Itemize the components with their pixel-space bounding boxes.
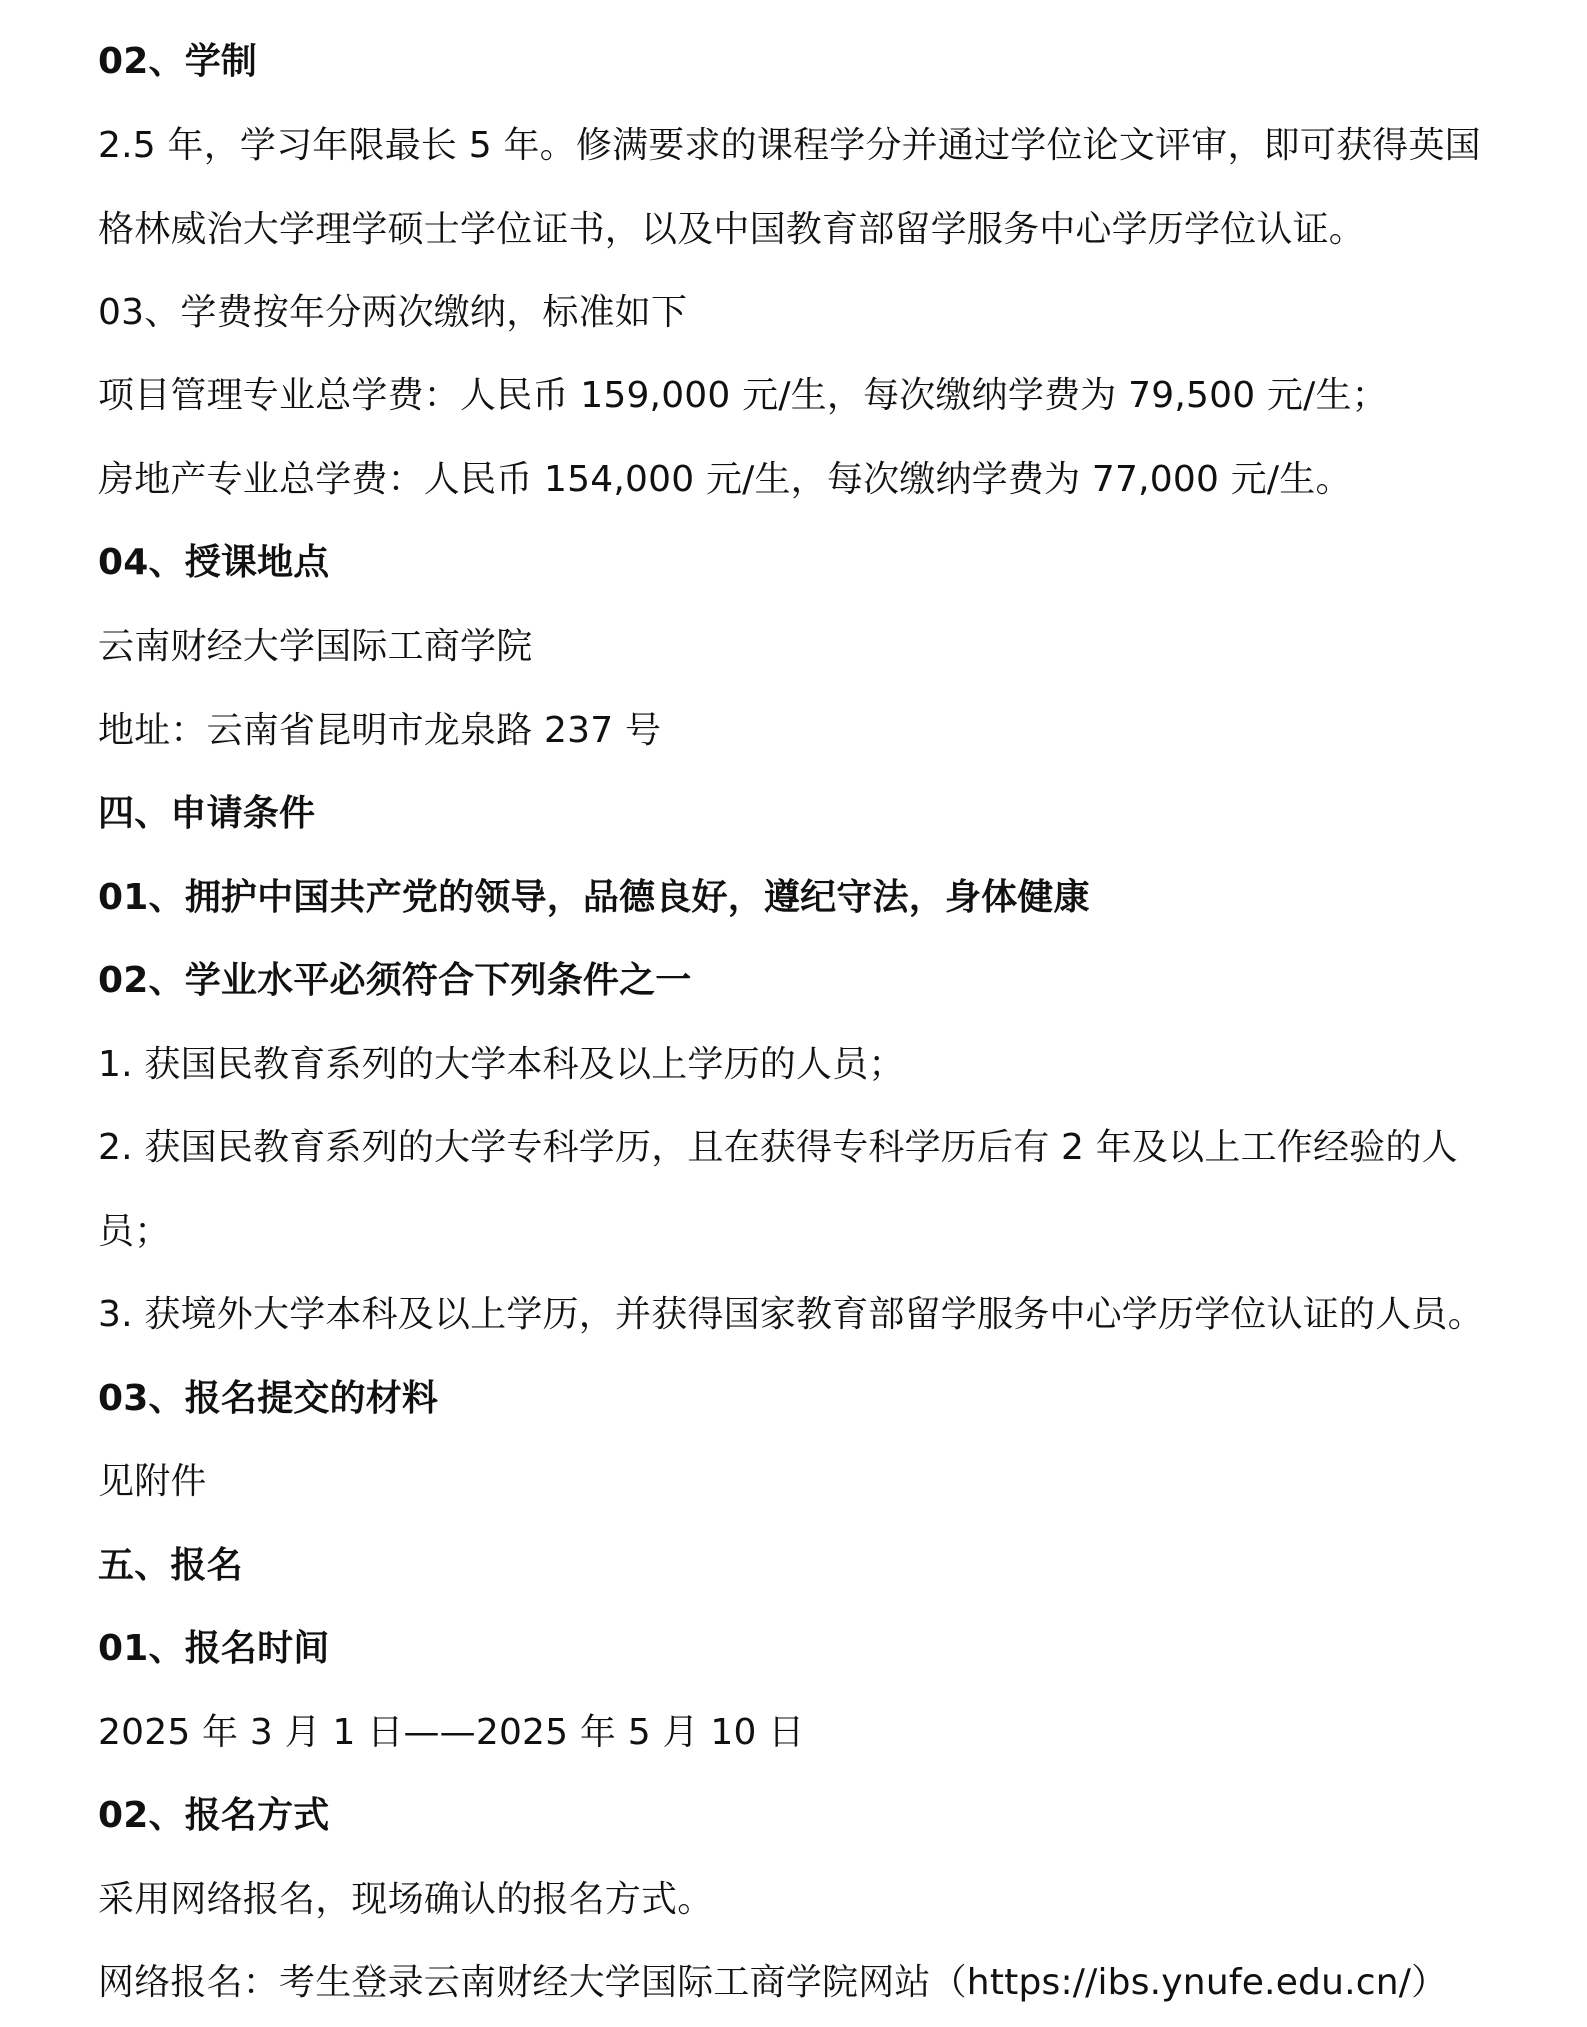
requirement-item-1: 1. 获国民教育系列的大学本科及以上学历的人员；: [98, 1044, 905, 1085]
requirement-political-moral: 01、拥护中国共产党的领导，品德良好，遵纪守法，身体健康: [98, 877, 1090, 918]
section-heading-registration: 五、报名: [98, 1545, 243, 1586]
registration-date-range: 2025 年 3 月 1 日——2025 年 5 月 10 日: [98, 1712, 805, 1753]
tuition-project-management: 项目管理专业总学费：人民币 159,000 元/生，每次缴纳学费为 79,500 元/生；: [98, 375, 1388, 416]
location-school-name: 云南财经大学国际工商学院: [98, 626, 533, 667]
heading-teaching-location: 04、授课地点: [98, 542, 330, 583]
requirement-item-2-line-1: 2. 获国民教育系列的大学专科学历，且在获得专科学历后有 2 年及以上工作经验的人: [98, 1127, 1458, 1168]
registration-method-description: 采用网络报名，现场确认的报名方式。: [98, 1879, 714, 1920]
heading-registration-method: 02、报名方式: [98, 1795, 330, 1836]
tuition-real-estate: 房地产专业总学费：人民币 154,000 元/生，每次缴纳学费为 77,000 元/生。: [98, 459, 1352, 500]
requirement-item-3: 3. 获境外大学本科及以上学历，并获得国家教育部留学服务中心学历学位认证的人员。: [98, 1294, 1484, 1335]
online-registration-website: 网络报名：考生登录云南财经大学国际工商学院网站（https://ibs.ynufe.edu.cn/）: [98, 1962, 1448, 2003]
materials-see-attachment: 见附件: [98, 1461, 207, 1502]
paragraph-duration-line-1: 2.5 年，学习年限最长 5 年。修满要求的课程学分并通过学位论文评审，即可获得英国: [98, 125, 1481, 166]
section-heading-application-requirements: 四、申请条件: [98, 793, 316, 834]
requirement-academic-heading: 02、学业水平必须符合下列条件之一: [98, 960, 692, 1001]
location-address: 地址：云南省昆明市龙泉路 237 号: [98, 710, 662, 751]
heading-tuition: 03、学费按年分两次缴纳，标准如下: [98, 292, 688, 333]
heading-program-duration: 02、学制: [98, 41, 258, 82]
heading-registration-time: 01、报名时间: [98, 1628, 330, 1669]
requirement-item-2-line-2: 员；: [98, 1211, 171, 1252]
paragraph-duration-line-2: 格林威治大学理学硕士学位证书，以及中国教育部留学服务中心学历学位认证。: [98, 209, 1366, 250]
heading-required-materials: 03、报名提交的材料: [98, 1378, 439, 1419]
